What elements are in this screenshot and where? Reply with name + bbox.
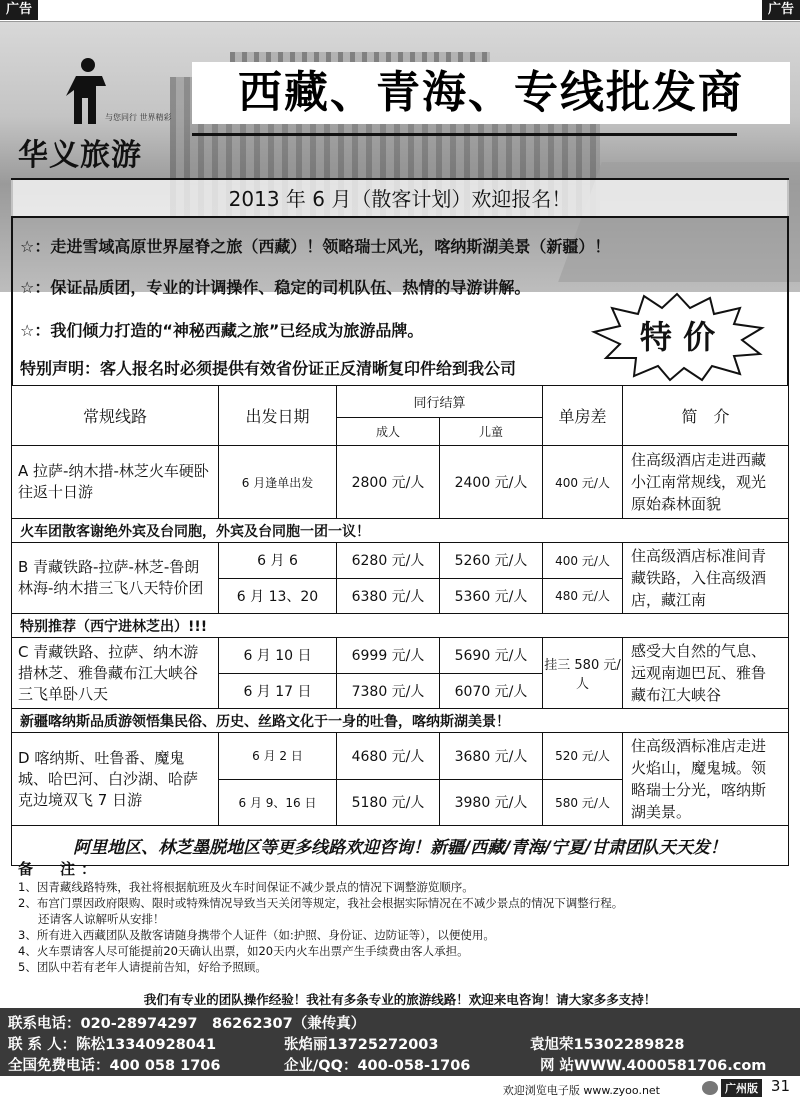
col-single: 单房差 xyxy=(543,386,623,446)
edition-badge: 广州版 xyxy=(721,1079,762,1097)
section-train: 火车团散客谢绝外宾及台同胞，外宾及台同胞一团一议！ xyxy=(12,519,789,543)
special-price-badge: 特 价 xyxy=(639,318,716,356)
brand-logo-icon xyxy=(62,56,110,126)
note-item: 4、火车票请客人尽可能提前20天确认出票，如20天内火车出票产生手续费由客人承担。 xyxy=(18,944,469,958)
contact-person-3: 袁旭荣15302289828 xyxy=(530,1037,685,1053)
table-row: A 拉萨-纳木措-林芝火车硬卧往返十日游 6 月逢单出发 2800 元/人 2400 元/人 400 元/人 住高级酒店走进西藏小江南常规线，观光原始森林面貌 xyxy=(12,446,789,519)
table-row: 6 月 13、20 6380 元/人 5360 元/人 480 元/人 xyxy=(12,578,789,614)
section-xinjiang: 新疆喀纳斯品质游领悟集民俗、历史、丝路文化于一身的吐鲁，喀纳斯湖美景！ xyxy=(12,709,789,733)
col-intro: 简 介 xyxy=(623,386,789,446)
contact-website: 网 站WWW.4000581706.com xyxy=(540,1058,767,1074)
table-row: C 青藏铁路、拉萨、纳木游措林芝、雅鲁藏布江大峡谷三飞单卧八天 6 月 10 日 6999 元/人 5690 元/人 挂三 580 元/人 感受大自然的气息、远观南迦巴瓦、雅鲁藏布江大峡谷 xyxy=(12,638,789,674)
headline-rule xyxy=(192,133,737,136)
headline: 西藏、青海、专线批发商 xyxy=(192,62,790,124)
notes-title: 备 注： xyxy=(18,860,103,878)
section-recommend: 特别推荐（西宁进林芝出）!!! xyxy=(12,614,789,638)
notes-section xyxy=(18,858,788,975)
table-row: B 青藏铁路-拉萨-林芝-鲁朗林海-纳木措三飞八天特价团 6 月 6 6280 元/人 5260 元/人 400 元/人 住高级酒店标准间青藏铁路，入住高级酒店，藏江南 xyxy=(12,543,789,579)
special-notice: 特别声明：客人报名时必须提供有效省份证正反清晰复印件给到我公司 xyxy=(20,359,517,378)
brand-slogan: 与您同行 世界精彩 xyxy=(105,113,172,122)
page-footer xyxy=(0,1076,800,1100)
brand-name: 华义旅游 xyxy=(18,138,142,173)
feature-line-3: ☆：我们倾力打造的“神秘西藏之旅”已经成为旅游品牌。 xyxy=(20,321,424,340)
feature-line-2: ☆：保证品质团，专业的计调操作、稳定的司机队伍、热情的导游讲解。 xyxy=(20,278,531,297)
col-child: 儿童 xyxy=(440,418,543,446)
route-table xyxy=(11,385,789,866)
campaign-title: 2013 年 6 月（散客计划）欢迎报名！ xyxy=(11,180,789,218)
note-item: 还请客人谅解听从安排！ xyxy=(38,912,165,926)
contact-person-1: 联 系 人：陈松13340928041 xyxy=(8,1037,217,1053)
page-number: 31 xyxy=(770,1077,790,1095)
contact-phone: 联系电话：020-28974297 86262307（兼传真） xyxy=(8,1016,366,1032)
more-routes-banner: 阿里地区、林芝墨脱地区等更多线路欢迎咨询！新疆/西藏/青海/宁夏/甘肃团队天天发！ xyxy=(12,826,789,866)
table-row: 6 月 17 日 7380 元/人 6070 元/人 xyxy=(12,673,789,709)
contact-person-2: 张焰丽13725272003 xyxy=(284,1037,439,1053)
ad-tag-right: 广告 xyxy=(762,0,800,20)
support-slogan: 我们有专业的团队操作经验！我社有多条专业的旅游线路！欢迎来电咨询！请大家多多支持！ xyxy=(143,992,657,1007)
col-settle: 同行结算 xyxy=(337,386,543,418)
table-row: 6 月 9、16 日 5180 元/人 3980 元/人 580 元/人 xyxy=(12,779,789,826)
note-item: 1、因青藏线路特殊，我社将根据航班及火车时间保证不减少景点的情况下调整游览顺序。 xyxy=(18,880,474,894)
note-item: 2、布宫门票因政府限购、限时或特殊情况导致当天关闭等规定，我社会根据实际情况在不减少景点的情况下调整行程。 xyxy=(18,896,624,910)
ad-tag-left: 广告 xyxy=(0,0,38,20)
feature-line-1: ☆：走进雪域高原世界屋脊之旅（西藏）！领略瑞士风光，喀纳斯湖美景（新疆）！ xyxy=(20,237,611,256)
table-row: D 喀纳斯、吐鲁番、魔鬼城、哈巴河、白沙湖、哈萨克边境双飞 7 日游 6 月 2 日 4680 元/人 3680 元/人 520 元/人 住高级酒标准店走进火焰山，魔鬼城。领略瑞士分光，喀纳斯湖美景。 xyxy=(12,733,789,780)
footer-text: 欢迎浏览电子版 www.zyoo.net xyxy=(502,1084,660,1097)
contact-bar xyxy=(0,1008,800,1076)
site-logo-icon xyxy=(702,1081,718,1095)
top-band xyxy=(0,0,800,22)
col-adult: 成人 xyxy=(337,418,440,446)
col-route: 常规线路 xyxy=(12,386,219,446)
col-date: 出发日期 xyxy=(219,386,337,446)
contact-qq: 企业/QQ：400-058-1706 xyxy=(284,1058,471,1074)
note-item: 3、所有进入西藏团队及散客请随身携带个人证件（如:护照、身份证、边防证等），以便使用。 xyxy=(18,928,495,942)
contact-hotline: 全国免费电话：400 058 1706 xyxy=(8,1058,221,1074)
note-item: 5、团队中若有老年人请提前告知，好给予照顾。 xyxy=(18,960,267,974)
